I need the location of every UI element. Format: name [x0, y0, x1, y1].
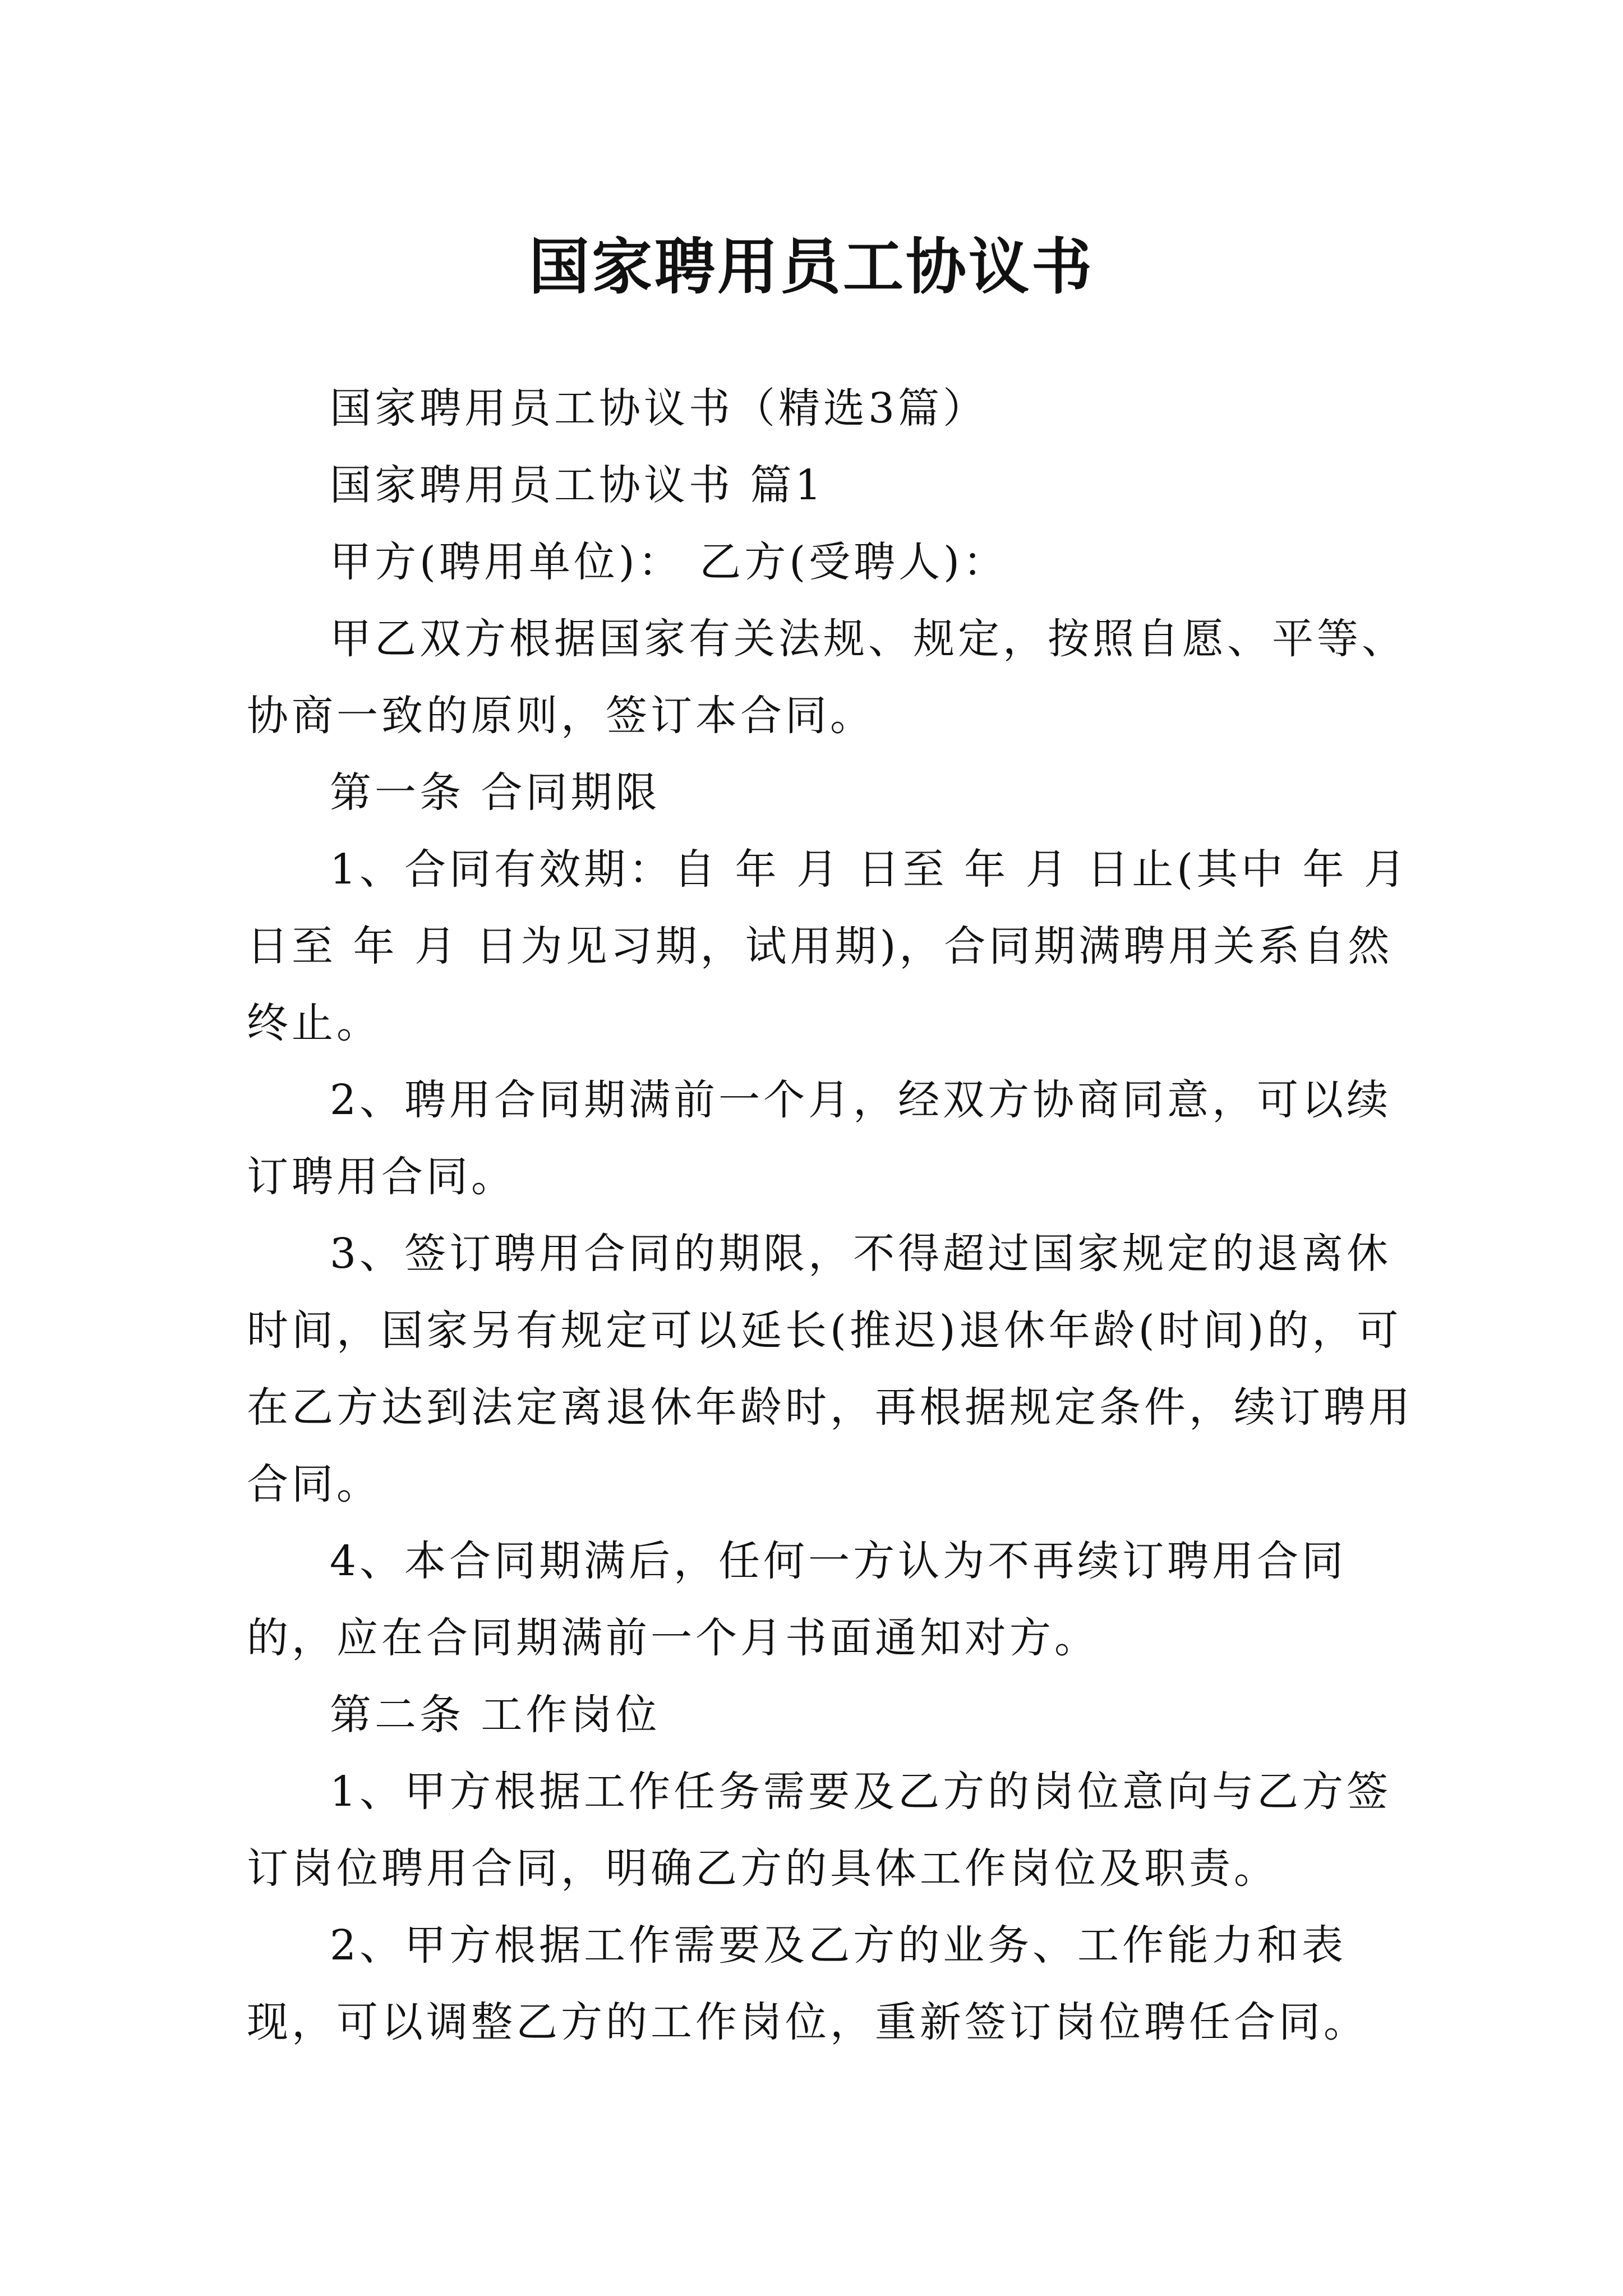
paragraph: 3、签订聘用合同的期限，不得超过国家规定的退离休时间，国家另有规定可以延长(推迟)退休年龄(时间)的，可在乙方达到法定离退休年龄时，再根据规定条件，续订聘用合同。 [247, 1230, 1413, 1508]
document-title: 国家聘用员工协议书 [528, 232, 1094, 303]
paragraph: 2、甲方根据工作需要及乙方的业务、工作能力和表现，可以调整乙方的工作岗位，重新签订岗位聘任合同。 [247, 1921, 1368, 2046]
paragraph: 国家聘用员工协议书 篇1 [330, 461, 825, 509]
paragraph: 2、聘用合同期满前一个月，经双方协商同意，可以续订聘用合同。 [247, 1076, 1392, 1201]
section-heading: 第一条 合同期限 [330, 769, 661, 817]
paragraph: 甲方(聘用单位)： 乙方(受聘人)： [330, 538, 1008, 586]
paragraph: 1、合同有效期：自 年 月 日至 年 月 日止(其中 年 月 日至 年 月 日为见习期，试用期)，合同期满聘用关系自然终止。 [247, 845, 1409, 1047]
paragraph: 1、甲方根据工作任务需要及乙方的岗位意向与乙方签订岗位聘用合同，明确乙方的具体工作岗位及职责。 [247, 1768, 1392, 1893]
paragraph: 国家聘用员工协议书（精选3篇） [330, 384, 988, 432]
section-heading: 第二条 工作岗位 [330, 1691, 661, 1739]
paragraph: 甲乙双方根据国家有关法规、规定，按照自愿、平等、协商一致的原则，签订本合同。 [247, 615, 1407, 740]
paragraph: 4、本合同期满后，任何一方认为不再续订聘用合同的，应在合同期满前一个月书面通知对方。 [247, 1537, 1347, 1662]
document-body [247, 370, 1413, 2061]
